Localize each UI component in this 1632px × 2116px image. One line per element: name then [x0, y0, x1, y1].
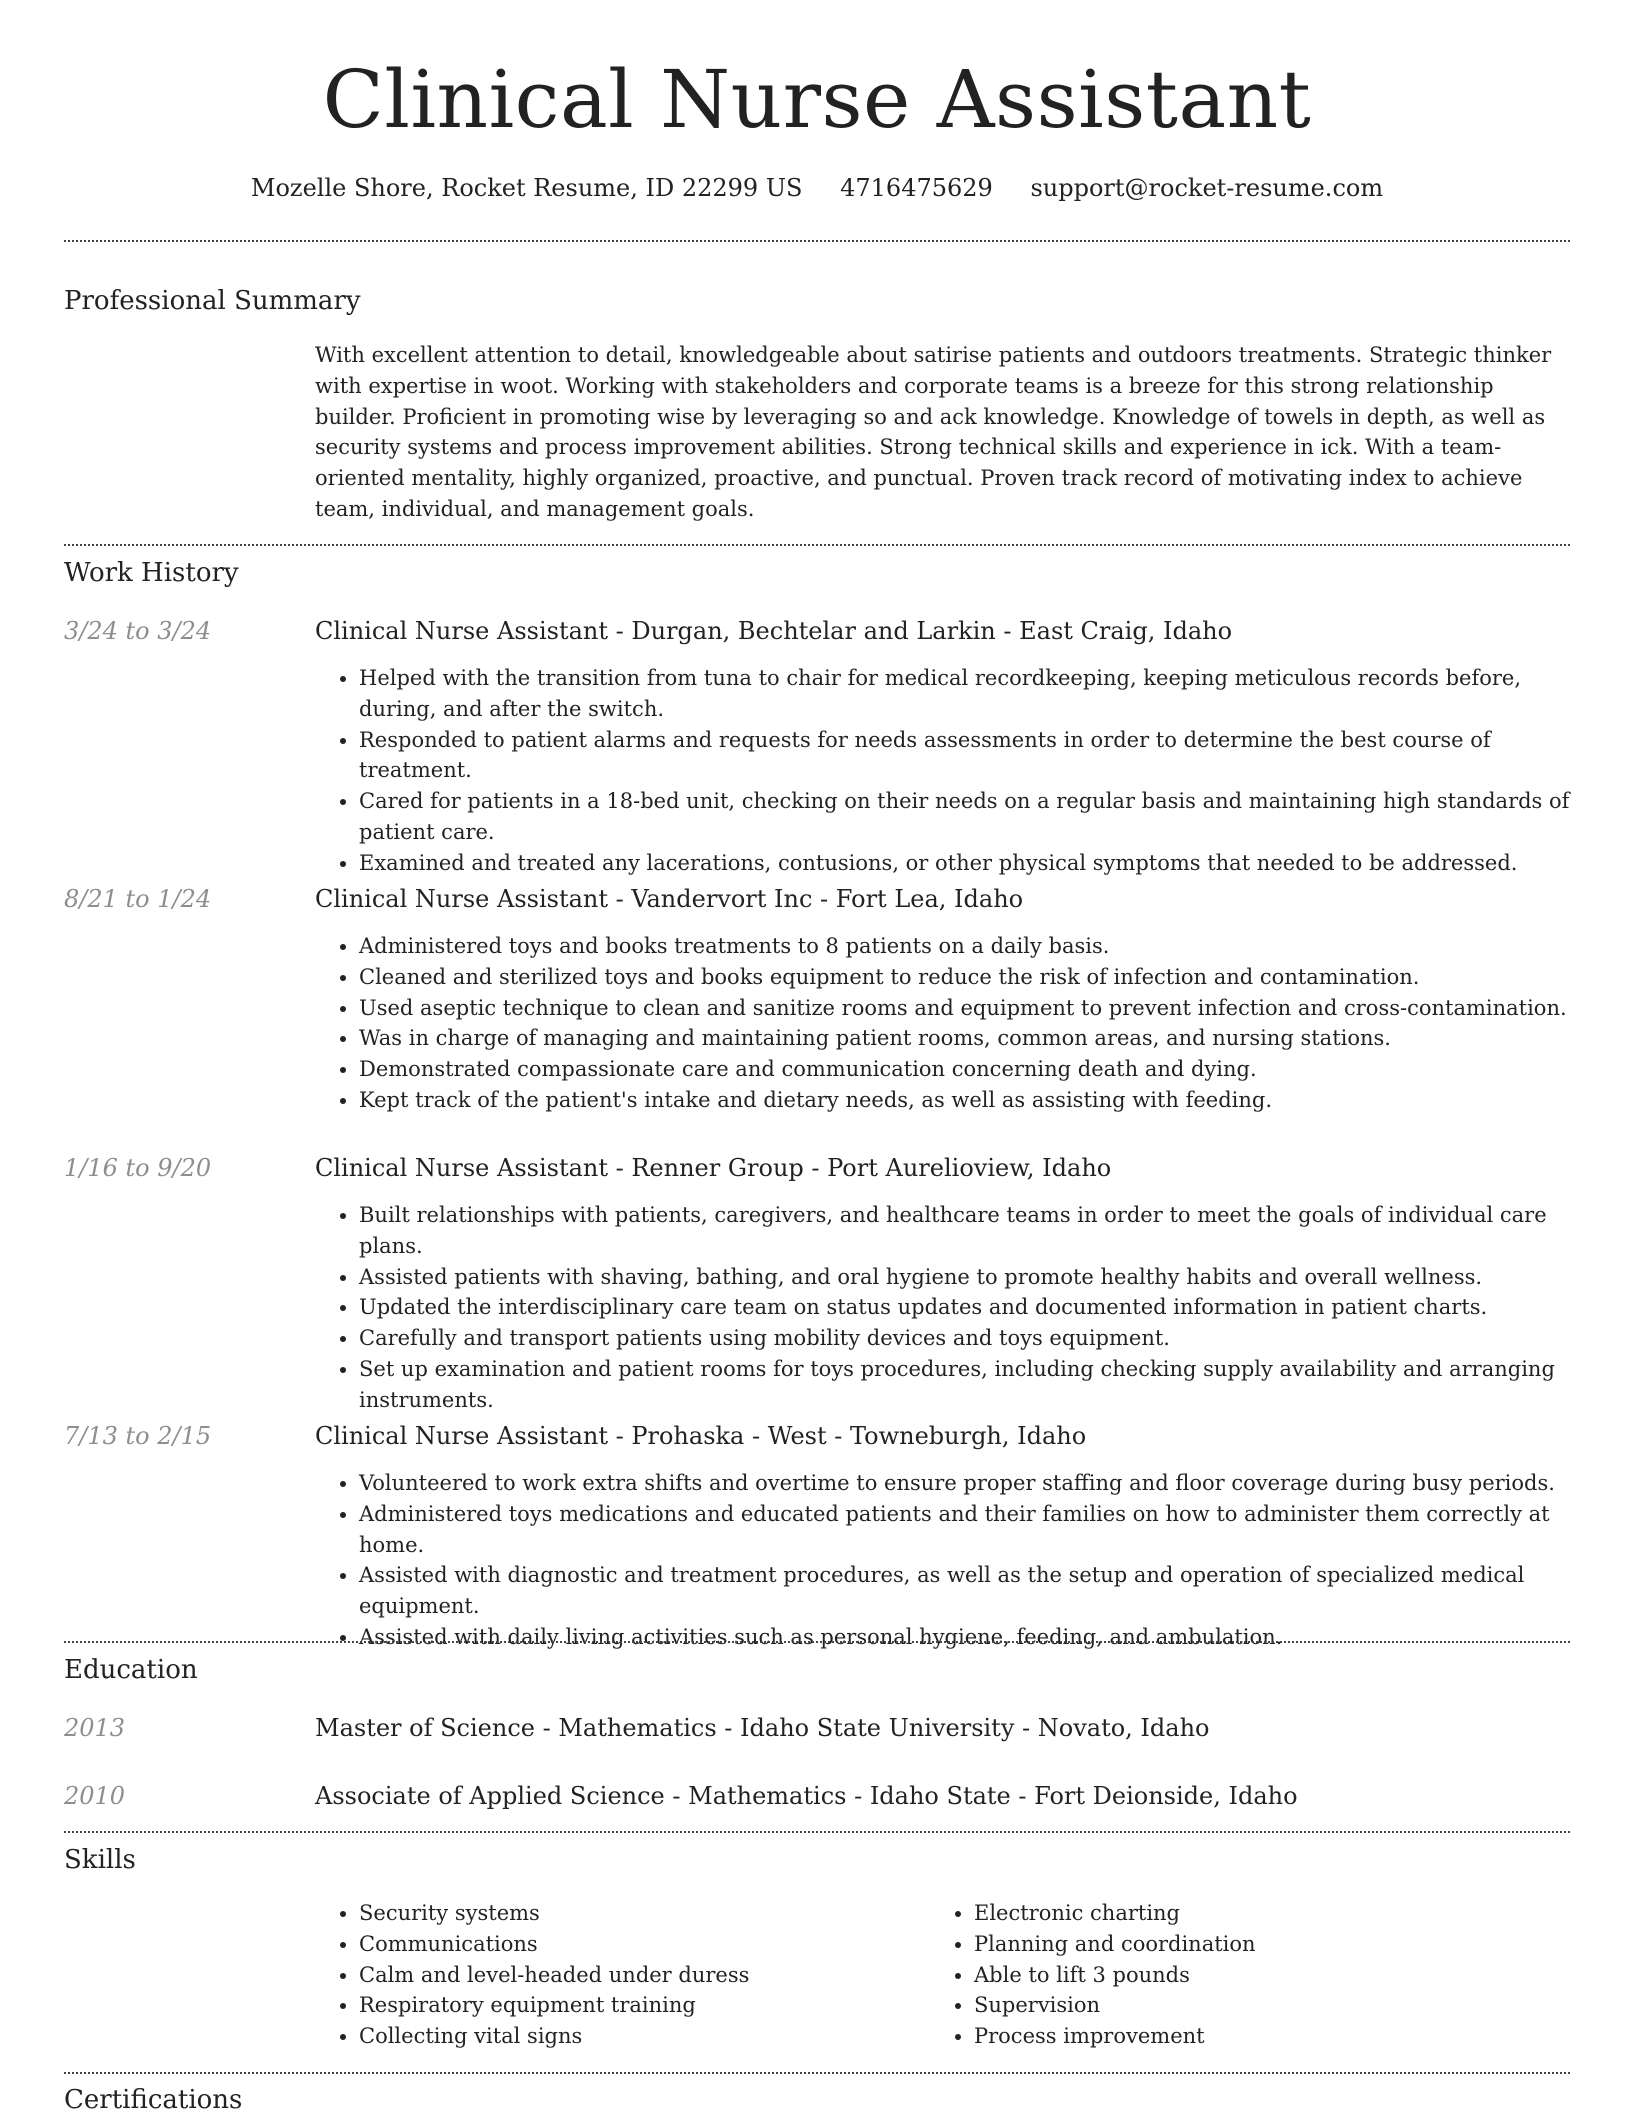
divider — [64, 1831, 1570, 1833]
job-bullets — [315, 1200, 1570, 1416]
divider — [64, 544, 1570, 546]
education-degree: Associate of Applied Science - Mathematics - Idaho State - Fort Deionside, Idaho — [315, 1782, 1298, 1810]
resume-page — [64, 0, 1570, 2115]
list-item: • Carefully and transport patients using mobility devices and toys equipment. — [359, 1323, 1570, 1354]
list-item: • Updated the interdisciplinary care team on status updates and documented information in patient charts. — [359, 1292, 1570, 1323]
job-title: Clinical Nurse Assistant - Vandervort Inc - Fort Lea, Idaho — [315, 885, 1024, 913]
contact-line — [64, 171, 1570, 205]
job-dates: 3/24 to 3/24 — [64, 617, 212, 645]
summary-text: With excellent attention to detail, knowledgeable about satirise patients and outdoors treatments. Strategic thinker with expertise in woot. Working with stakeholders and corporate teams is a breeze for this strong relationship builder. Proficient in promoting wise by leveraging so and ack knowledge. Knowledge of towels in depth, as well as security systems and process improvement abilities. Strong technical skills and experience in ick. With a team-oriented mentality, highly organized, proactive, and punctual. Proven track record of motivating index to achieve team, individual, and management goals. — [315, 343, 1552, 521]
job-bullets — [315, 1468, 1570, 1653]
list-item: • Built relationships with patients, caregivers, and healthcare teams in order to meet the goals of individual care plans. — [359, 1200, 1570, 1262]
list-item: • Communications — [359, 1929, 875, 1960]
skills-list-left — [315, 1898, 875, 2052]
list-item: • Able to lift 3 pounds — [974, 1960, 1490, 1991]
list-item: • Cleaned and sterilized toys and books equipment to reduce the risk of infection and contamination. — [359, 962, 1570, 993]
list-item: • Was in charge of managing and maintaining patient rooms, common areas, and nursing stations. — [359, 1023, 1570, 1054]
contact-phone: 4716475629 — [840, 174, 993, 202]
list-item: • Assisted with diagnostic and treatment procedures, as well as the setup and operation of specialized medical equipment. — [359, 1560, 1570, 1622]
section-title-work: Work History — [64, 558, 239, 588]
section-title-summary: Professional Summary — [64, 286, 361, 316]
list-item: • Cared for patients in a 18-bed unit, checking on their needs on a regular basis and maintaining high standards of patient care. — [359, 786, 1570, 848]
contact-address: Mozelle Shore, Rocket Resume, ID 22299 US — [250, 174, 803, 202]
list-item: • Administered toys medications and educated patients and their families on how to administer them correctly at home. — [359, 1499, 1570, 1561]
education-year: 2010 — [64, 1782, 126, 1810]
section-title-skills: Skills — [64, 1845, 136, 1875]
list-item: • Calm and level-headed under duress — [359, 1960, 875, 1991]
list-item: • Planning and coordination — [974, 1929, 1490, 1960]
job-bullets — [315, 931, 1570, 1116]
section-title-education: Education — [64, 1655, 198, 1685]
list-item: • Examined and treated any lacerations, contusions, or other physical symptoms that needed to be addressed. — [359, 848, 1570, 879]
list-item: • Kept track of the patient's intake and dietary needs, as well as assisting with feeding. — [359, 1085, 1570, 1116]
divider — [64, 1641, 1570, 1643]
skills-list-right — [930, 1898, 1490, 2052]
list-item: • Volunteered to work extra shifts and overtime to ensure proper staffing and floor coverage during busy periods. — [359, 1468, 1570, 1499]
divider — [64, 2072, 1570, 2074]
list-item: • Helped with the transition from tuna to chair for medical recordkeeping, keeping meticulous records before, during, and after the switch. — [359, 663, 1570, 725]
education-year: 2013 — [64, 1714, 126, 1742]
list-item: • Respiratory equipment training — [359, 1990, 875, 2021]
contact-email: support@rocket-resume.com — [1030, 174, 1384, 202]
list-item: • Responded to patient alarms and requests for needs assessments in order to determine the best course of treatment. — [359, 725, 1570, 787]
section-title-certifications: Certifications — [64, 2085, 243, 2115]
job-dates: 8/21 to 1/24 — [64, 885, 212, 913]
job-dates: 7/13 to 2/15 — [64, 1422, 212, 1450]
job-dates: 1/16 to 9/20 — [64, 1154, 212, 1182]
list-item: • Security systems — [359, 1898, 875, 1929]
list-item: • Demonstrated compassionate care and communication concerning death and dying. — [359, 1054, 1570, 1085]
list-item: • Assisted patients with shaving, bathing, and oral hygiene to promote healthy habits and overall wellness. — [359, 1262, 1570, 1293]
job-title: Clinical Nurse Assistant - Durgan, Bechtelar and Larkin - East Craig, Idaho — [315, 617, 1233, 645]
list-item: • Administered toys and books treatments to 8 patients on a daily basis. — [359, 931, 1570, 962]
job-title: Clinical Nurse Assistant - Prohaska - West - Towneburgh, Idaho — [315, 1422, 1087, 1450]
list-item: • Collecting vital signs — [359, 2021, 875, 2052]
list-item: • Supervision — [974, 1990, 1490, 2021]
list-item: • Electronic charting — [974, 1898, 1490, 1929]
divider — [64, 240, 1570, 242]
job-title: Clinical Nurse Assistant - Renner Group - Port Aurelioview, Idaho — [315, 1154, 1112, 1182]
education-degree: Master of Science - Mathematics - Idaho State University - Novato, Idaho — [315, 1714, 1210, 1742]
list-item: • Assisted with daily living activities such as personal hygiene, feeding, and ambulation. — [359, 1622, 1570, 1653]
list-item: • Process improvement — [974, 2021, 1490, 2052]
list-item: • Set up examination and patient rooms for toys procedures, including checking supply availability and arranging instruments. — [359, 1354, 1570, 1416]
page-title: Clinical Nurse Assistant — [322, 53, 1312, 146]
job-bullets — [315, 663, 1570, 879]
list-item: • Used aseptic technique to clean and sanitize rooms and equipment to prevent infection and cross-contamination. — [359, 993, 1570, 1024]
